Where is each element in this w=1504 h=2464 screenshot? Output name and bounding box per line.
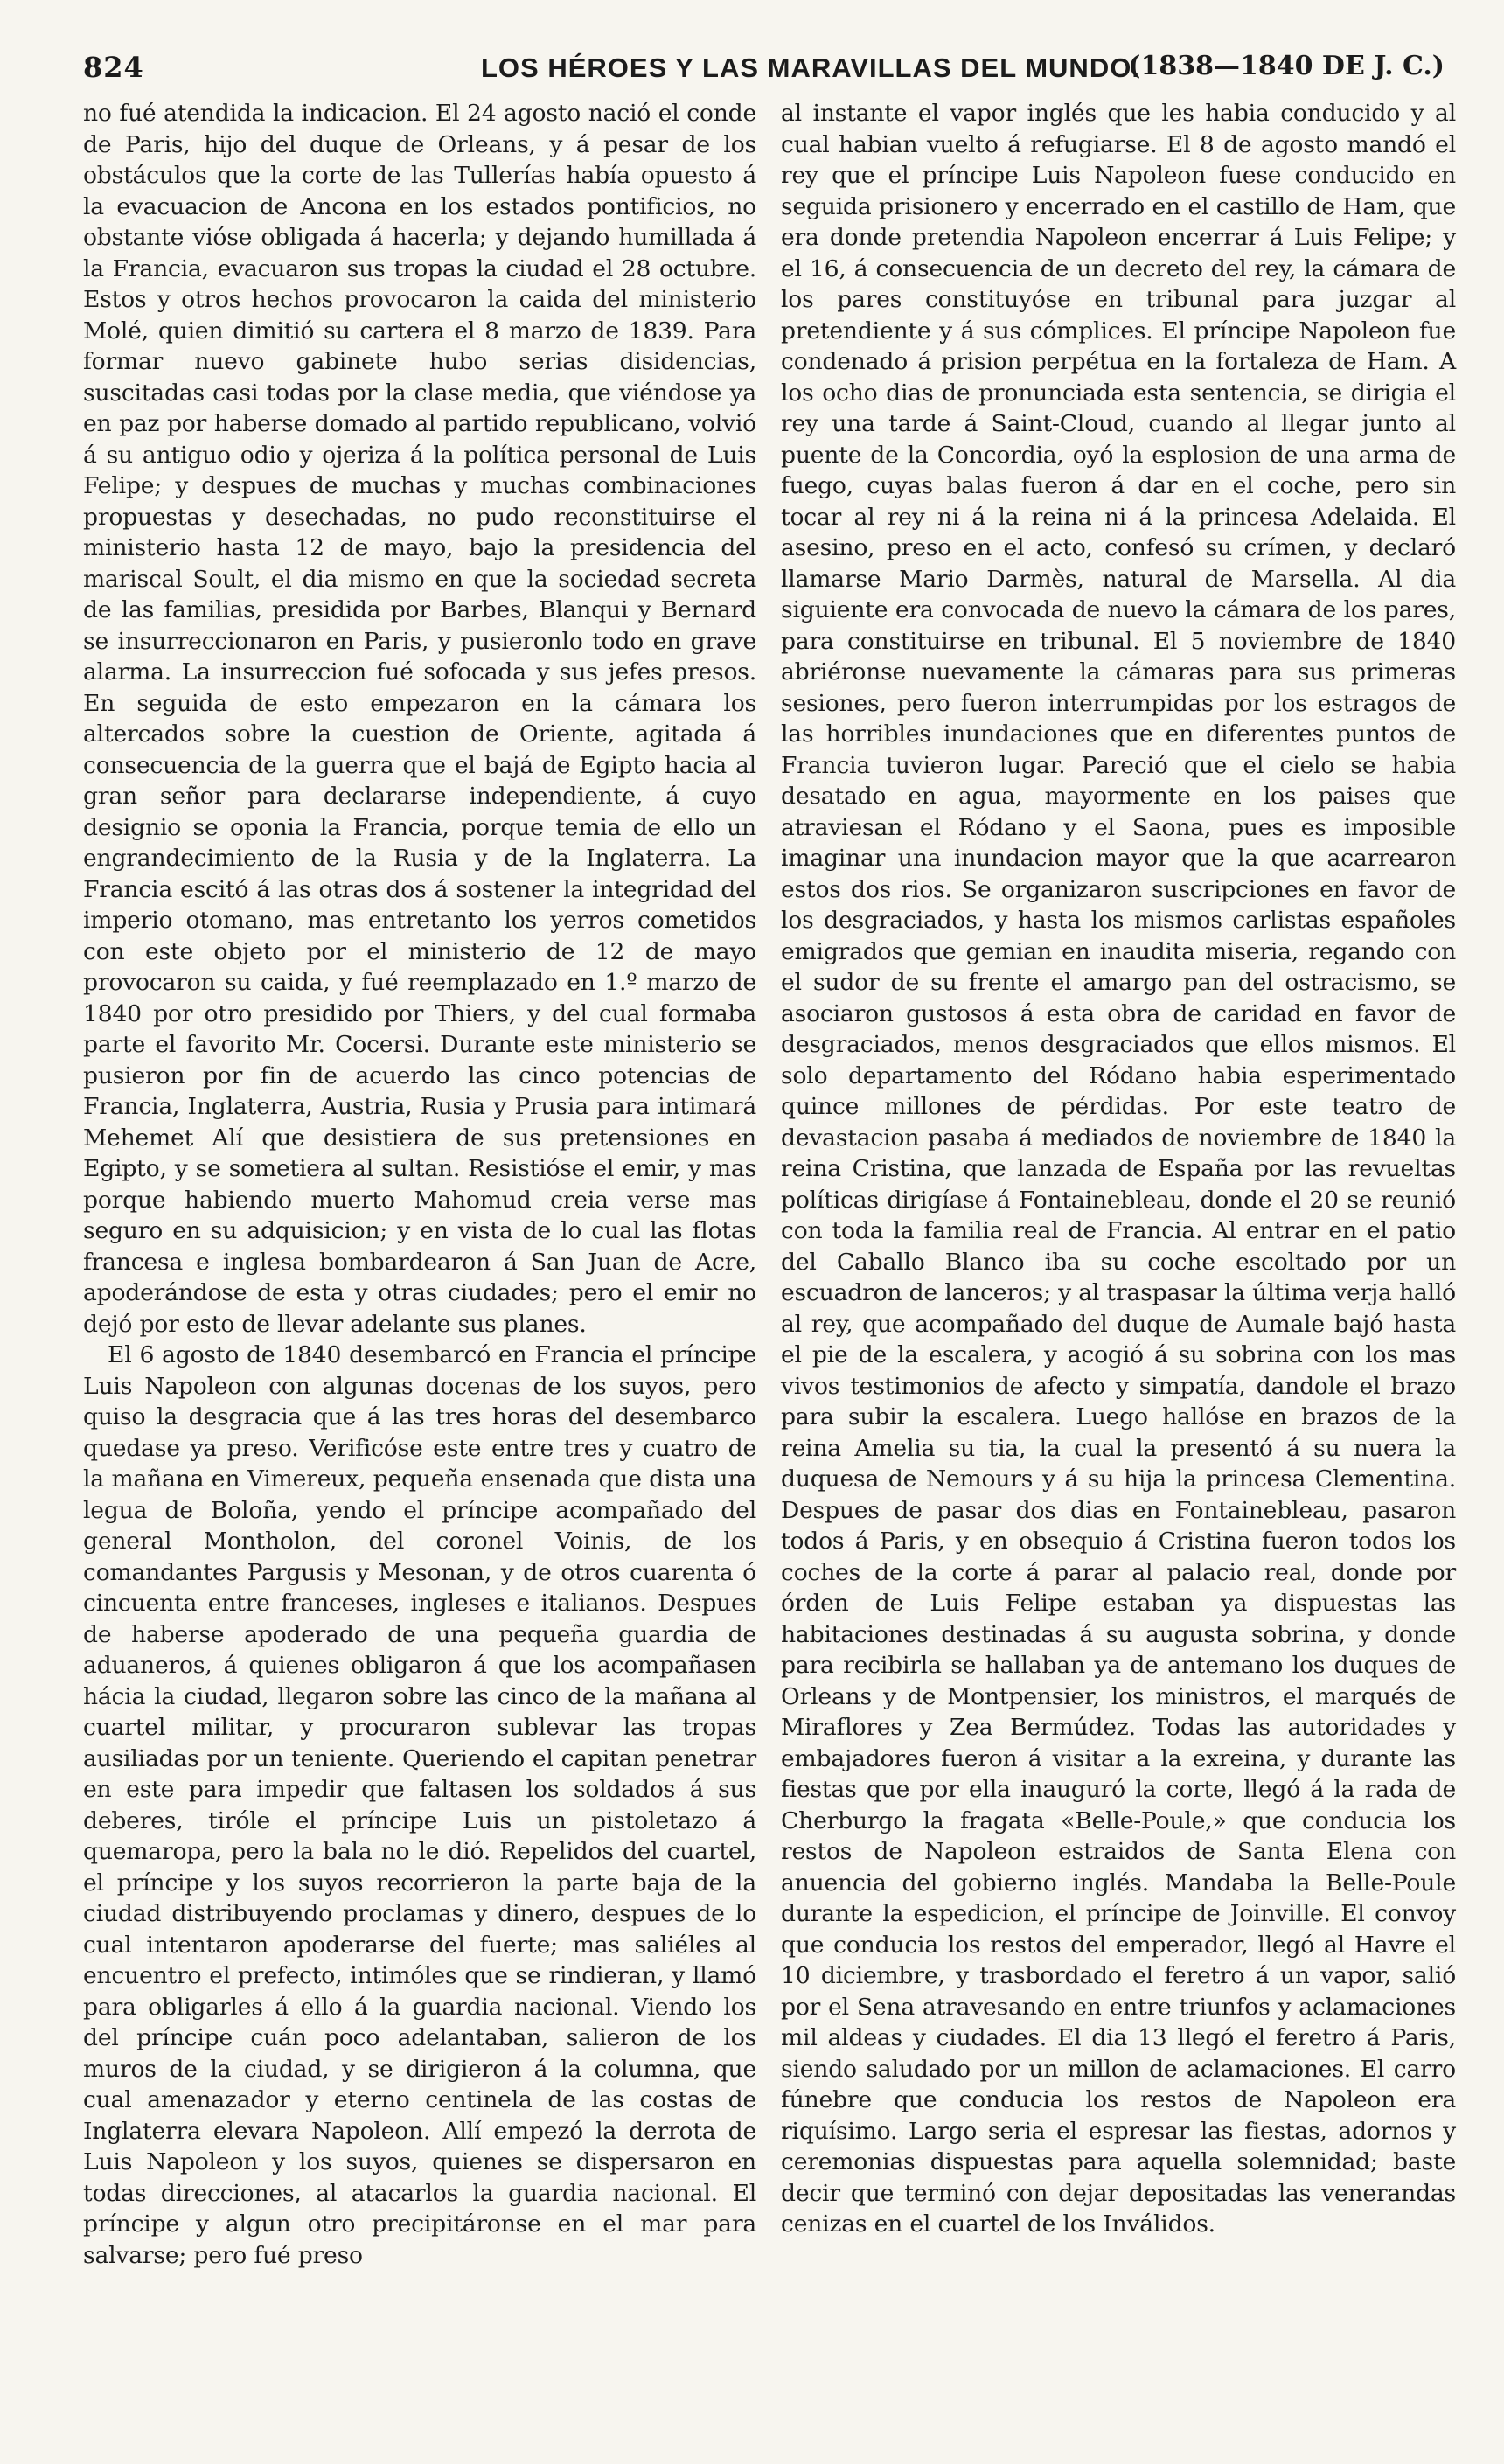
left-paragraph-2: El 6 agosto de 1840 desembarcó en Francia el príncipe Luis Napoleon con algunas docenas de los suyos, pero quiso la desgracia que á las tres horas del desembarco quedase ya preso. Verificóse este entre tres y cuatro de la mañana en Vimereux, pequeña ensenada que dista una legua de Boloña, yendo el príncipe acompañado del general Montholon, del coronel Voinis, de los comandantes Pargusis y Mesonan, y de otros cuarenta ó cincuenta entre franceses, ingleses e italianos. Despues de haberse apoderado de una pequeña guardia de aduaneros, á quienes obligaron á que los acompañasen hácia la ciudad, llegaron sobre las cinco de la mañana al cuartel militar, y procuraron sublevar las tropas ausiliadas por un teniente. Queriendo el capitan penetrar en este para impedir que faltasen los soldados á sus deberes, tiróle el príncipe Luis un pistoletazo á quemaropa, pero la bala no le dió. Repelidos del cuartel, el príncipe y los suyos recorrieron la parte baja de la ciudad distribuyendo proclamas y dinero, despues de lo cual intentaron apoderarse del fuerte; mas saliéles al encuentro el prefecto, intimóles que se rindieran, y llamó para obligarles á ello á la guardia nacional. Viendo los del príncipe cuán poco adelantaban, salieron de los muros de la ciudad, y se dirigieron á la columna, que cual amenazador y eterno centinela de las costas de Inglaterra elevara Napoleon. Allí empezó la derrota de Luis Napoleon y los suyos, quienes se dispersaron en todas direcciones, al atacarlos la guardia nacional. El príncipe y algun otro precipitáronse en el mar para salvarse; pero fué preso	[83, 1341, 756, 2269]
page-number: 824	[83, 51, 144, 84]
right-paragraph-1: al instante el vapor inglés que les habia conducido y al cual habian vuelto á refugiarse. El 8 de agosto mandó el rey que el príncipe Luis Napoleon fuese conducido en seguida prisionero y encerrado en el castillo de Ham, que era donde pretendia Napoleon encerrar á Luis Felipe; y el 16, á consecuencia de un decreto del rey, la cámara de los pares constituyóse en tribunal para juzgar al pretendiente y á sus cómplices. El príncipe Napoleon fue condenado á prision perpétua en la fortaleza de Ham. A los ocho dias de pronunciada esta sentencia, se dirigia el rey una tarde á Saint-Cloud, cuando al llegar junto al puente de la Concordia, oyó la esplosion de una arma de fuego, cuyas balas fueron á dar en el coche, pero sin tocar al rey ni á la reina ni á la princesa Adelaida. El asesino, preso en el acto, confesó su crímen, y declaró llamarse Mario Darmès, natural de Marsella. Al dia siguiente era convocada de nuevo la cámara de los pares, para constituirse en tribunal. El 5 noviembre de 1840 abriéronse nuevamente la cámaras para sus primeras sesiones, pero fueron interrumpidas por los estragos de las horribles inundaciones que en diferentes puntos de Francia tuvieron lugar. Pareció que el cielo se habia desatado en agua, mayormente en los paises que atraviesan el Ródano y el Saona, pues es imposible imaginar una inundacion mayor que la que acarrearon estos dos rios. Se organizaron suscripciones en favor de los desgraciados, y hasta los mismos carlistas españoles emigrados que gemian en inaudita miseria, regando con el sudor de su frente el amargo pan del ostracismo, se asociaron gustosos á esta obra de caridad en favor de desgraciados, menos desgraciados que ellos mismos. El solo departamento del Ródano habia esperimentado quince millones de pérdidas. Por este teatro de devastacion pasaba á mediados de noviembre de 1840 la reina Cristina, que lanzada de España por las revueltas políticas dirigíase á Fontainebleau, donde el 20 se reunió con toda la familia real de Francia. Al entrar en el patio del Caballo Blanco iba su coche escoltado por un escuadron de lanceros; y al traspasar la última verja halló al rey, que acompañado del duque de Aumale bajó hasta el pie de la escalera, y acogió á su sobrina con los mas vivos testimonios de afecto y simpatía, dandole el brazo para subir la escalera. Luego hallóse en brazos de la reina Amelia su tia, la cual la presentó á su nuera la duquesa de Nemours y á su hija la princesa Clementina. Despues de pasar dos dias en Fontainebleau, pasaron todos á Paris, y en obsequio á Cristina fueron todos los coches de la corte á parar al palacio real, donde por órden de Luis Felipe estaban ya dispuestas las habitaciones destinadas á su augusta sobrina, y donde para recibirla se hallaban ya de antemano los duques de Orleans y de Montpensier, los ministros, el marqués de Miraflores y Zea Bermúdez. Todas las autoridades y embajadores fueron á visitar a la exreina, y durante las fiestas que por ella inauguró la corte, llegó á la rada de Cherburgo la fragata «Belle-Poule,» que conducia los restos de Napoleon estraidos de Santa Elena con anuencia del gobierno inglés. Mandaba la Belle-Poule durante la espedicion, el príncipe de Joinville. El convoy que conducia los restos del emperador, llegó al Havre el 10 diciembre, y trasbordado el feretro á un vapor, salió por el Sena atravesando en entre triunfos y aclamaciones mil aldeas y ciudades. El dia 13 llegó el feretro á Paris, siendo saludado por un millon de aclamaciones. El carro fúnebre que conducia los restos de Napoleon era riquísimo. Largo seria el espresar las fiestas, adornos y ceremonias dispuestas para aquella solemnidad; baste decir que terminó con dejar depositadas las venerandas cenizas en el cuartel de los Inválidos.	[781, 100, 1456, 2238]
left-paragraph-1: no fué atendida la indicacion. El 24 agosto nació el conde de Paris, hijo del duque de Orleans, y á pesar de los obstáculos que la corte de las Tullerías había opuesto á la evacuacion de Ancona en los estados pontificios, no obstante vióse obligada á hacerla; y dejando humillada á la Francia, evacuaron sus tropas la ciudad el 28 octubre. Estos y otros hechos provocaron la caida del ministerio Molé, quien dimitió su cartera el 8 marzo de 1839. Para formar nuevo gabinete hubo serias disidencias, suscitadas casi todas por la clase media, que viéndose ya en paz por haberse domado al partido republicano, volvió á su antiguo odio y ojeriza á la política personal de Luis Felipe; y despues de muchas y muchas combinaciones propuestas y desechadas, no pudo reconstituirse el ministerio hasta 12 de mayo, bajo la presidencia del mariscal Soult, el dia mismo en que la sociedad secreta de las familias, presidida por Barbes, Blanqui y Bernard se insurreccionaron en Paris, y pusieronlo todo en grave alarma. La insurreccion fué sofocada y sus jefes presos. En seguida de esto empezaron en la cámara los altercados sobre la cuestion de Oriente, agitada á consecuencia de la guerra que el bajá de Egipto hacia al gran señor para declararse independiente, á cuyo designio se oponia la Francia, porque temia de ello un engrandecimiento de la Rusia y de la Inglaterra. La Francia escitó á las otras dos á sostener la integridad del imperio otomano, mas entretanto los yerros cometidos con este objeto por el ministerio de 12 de mayo provocaron su caida, y fué reemplazado en 1.º marzo de 1840 por otro presidido por Thiers, y del cual formaba parte el favorito Mr. Cocersi. Durante este ministerio se pusieron por fin de acuerdo las cinco potencias de Francia, Inglaterra, Austria, Rusia y Prusia para intimará Mehemet Alí que desistiera de sus pretensiones en Egipto, y se sometiera al sultan. Resistióse el emir, y mas porque habiendo muerto Mahomud creia verse mas seguro en su adquisicion; y en vista de lo cual las flotas francesa e inglesa bombardearon á San Juan de Acre, apoderándose de esta y otras ciudades; pero el emir no dejó por esto de llevar adelante sus planes.	[83, 100, 756, 1338]
left-column	[83, 98, 756, 2271]
right-column	[781, 98, 1456, 2240]
running-header	[83, 51, 1452, 94]
running-title: LOS HÉROES Y LAS MARAVILLAS DEL MUNDO.	[481, 52, 1140, 83]
date-range: (1838—1840 DE J. C.)	[1128, 51, 1445, 81]
